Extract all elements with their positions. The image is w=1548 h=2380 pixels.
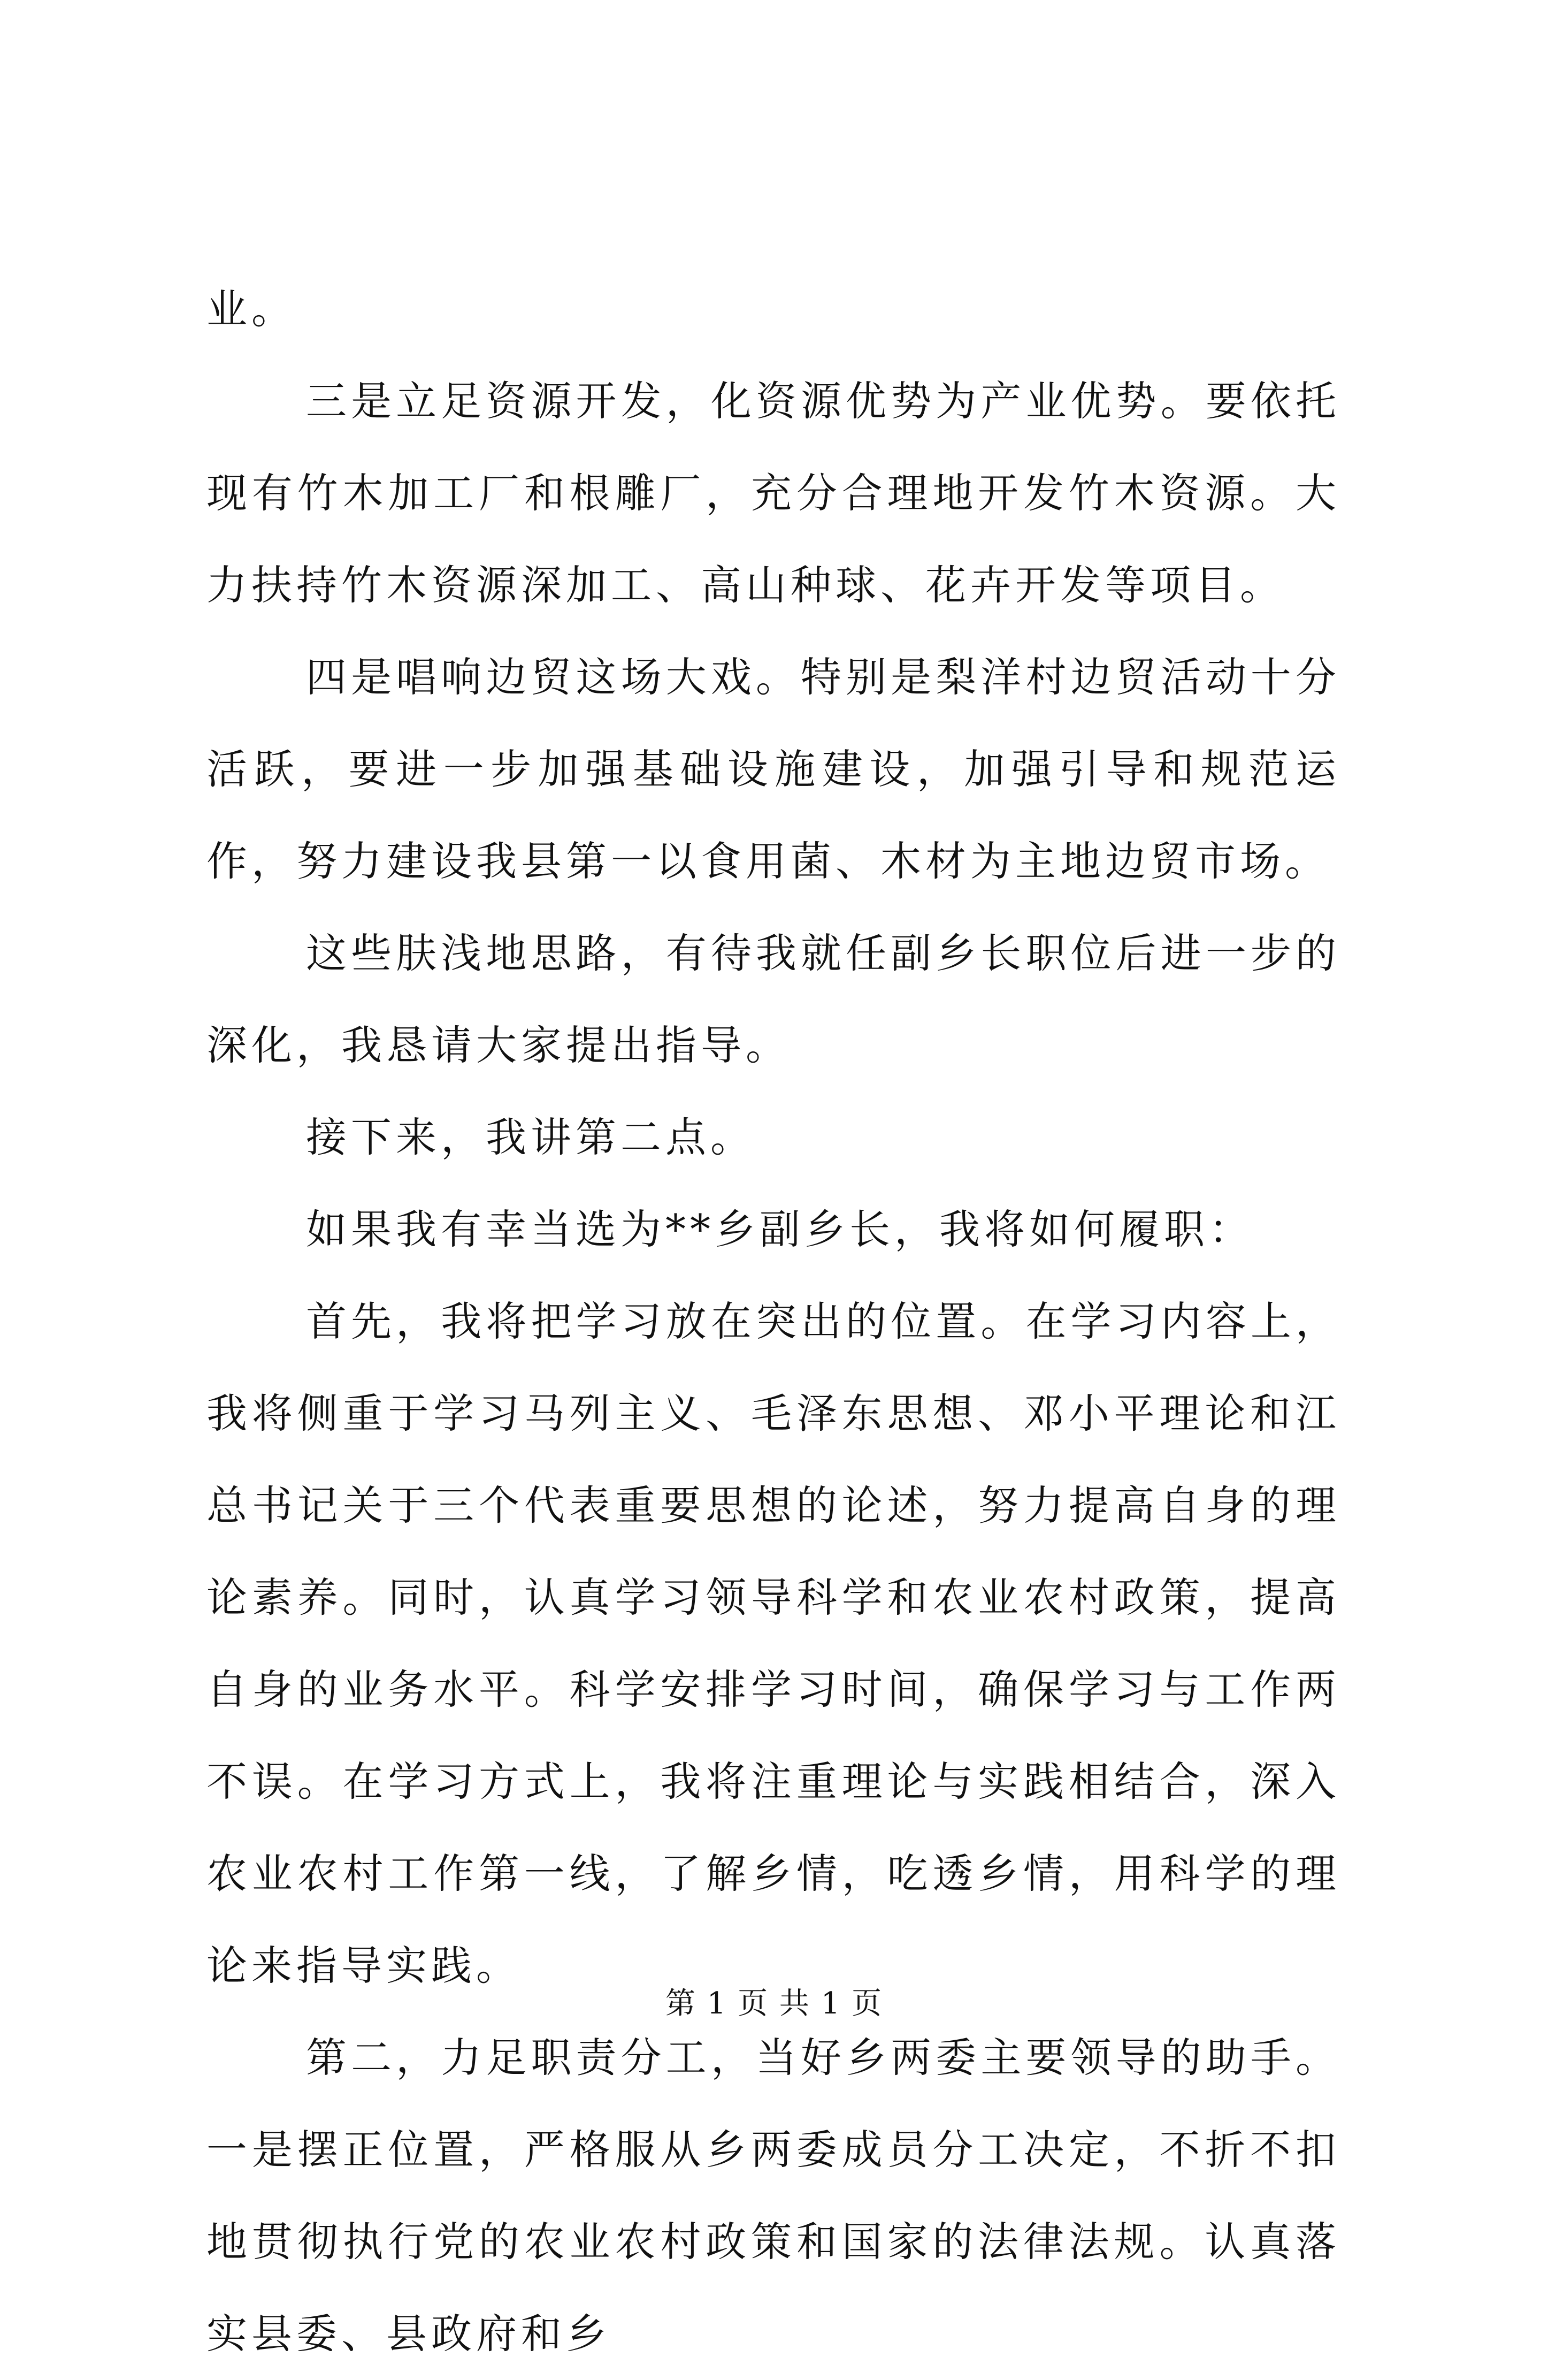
document-body — [206, 263, 1340, 2380]
paragraph-second-point-intro: 接下来，我讲第二点。 — [306, 1113, 755, 1161]
paragraph-resource-development: 三是立足资源开发，化资源优势为产业优势。要依托现有竹木加工厂和根雕厂，充分合理地开发竹木资源。大力扶持竹木资源深加工、高山种球、花卉开发等项目。 — [206, 377, 1340, 609]
paragraph-continuation: 业。 — [206, 285, 296, 333]
paragraph-duty-intro: 如果我有幸当选为**乡副乡长，我将如何履职： — [306, 1206, 1254, 1253]
paragraph-border-trade: 四是唱响边贸这场大戏。特别是梨洋村边贸活动十分活跃，要进一步加强基础设施建设，加强引导和规范运作，努力建设我县第一以食用菌、木材为主地边贸市场。 — [206, 653, 1340, 885]
paragraph-study-priority: 首先，我将把学习放在突出的位置。在学习内容上，我将侧重于学习马列主义、毛泽东思想、邓小平理论和江总书记关于三个代表重要思想的论述，努力提高自身的理论素养。同时，认真学习领导科学和农业农村政策，提高自身的业务水平。科学安排学习时间，确保学习与工作两不误。在学习方式上，我将注重理论与实践相结合，深入农业农村工作第一线，了解乡情，吃透乡情，用科学的理论来指导实践。 — [206, 1298, 1340, 1989]
paragraph-responsibility-division: 第二，力足职责分工，当好乡两委主要领导的助手。一是摆正位置，严格服从乡两委成员分工决定，不折不扣地贯彻执行党的农业农村政策和国家的法律法规。认真落实县委、县政府和乡 — [206, 2034, 1340, 2358]
page-footer: 第 1 页 共 1 页 — [665, 1986, 883, 2021]
paragraph-ideas-summary: 这些肤浅地思路，有待我就任副乡长职位后进一步的深化，我恳请大家提出指导。 — [206, 929, 1340, 1069]
